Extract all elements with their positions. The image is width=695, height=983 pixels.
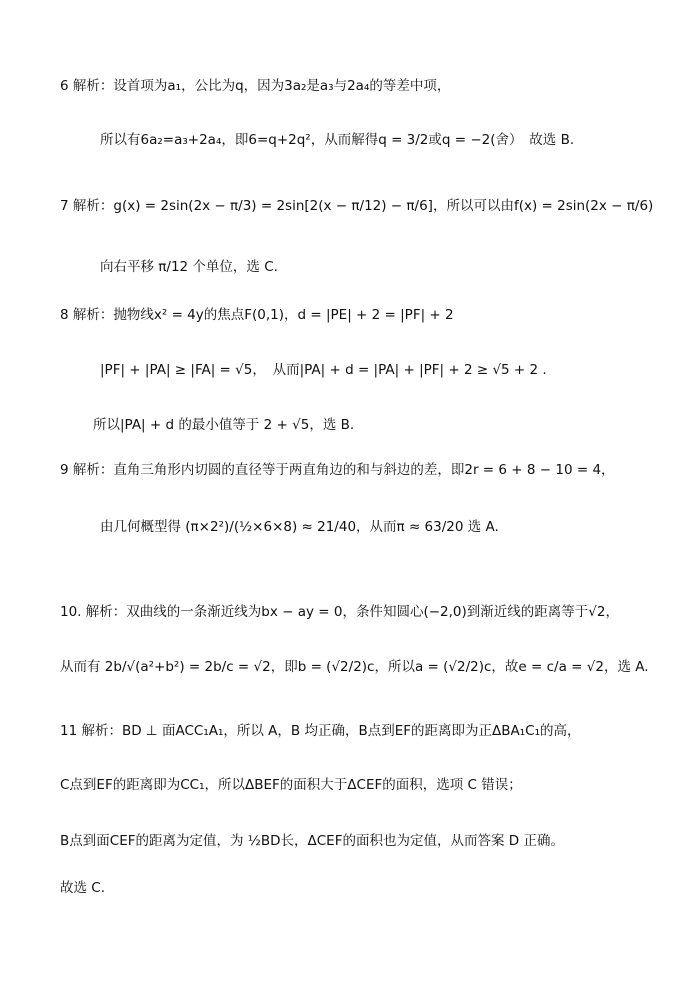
solution-11-line-4: 故选 C. bbox=[60, 880, 106, 896]
solution-9-line-1: 9 解析：直角三角形内切圆的直径等于两直角边的和与斜边的差，即2r = 6 + 8 − 10 = 4， bbox=[60, 462, 615, 478]
solution-7-line-1: 7 解析：g(x) = 2sin(2x − π/3) = 2sin[2(x − π/12) − π/6]，所以可以由f(x) = 2sin(2x − π/6) bbox=[60, 198, 654, 214]
solution-8-line-1: 8 解析：抛物线x² = 4y的焦点F(0,1)，d = |PE| + 2 = |PF| + 2 bbox=[60, 307, 454, 323]
solution-10-line-1: 10. 解析：双曲线的一条渐近线为bx − ay = 0，条件知圆心(−2,0)到渐近线的距离等于√2， bbox=[60, 604, 619, 620]
solution-10-line-2: 从而有 2b/√(a²+b²) = 2b/c = √2，即b = (√2/2)c，所以a = (√2/2)c，故e = c/a = √2，选 A. bbox=[60, 659, 649, 675]
solution-11-line-2: C点到EF的距离即为CC₁，所以ΔBEF的面积大于ΔCEF的面积，选项 C 错误； bbox=[60, 777, 522, 793]
solution-11-line-3: B点到面CEF的距离为定值，为 ½BD长，ΔCEF的面积也为定值，从而答案 D 正确。 bbox=[60, 833, 564, 849]
solution-9-line-2: 由几何概型得 (π×2²)/(½×6×8) ≈ 21/40，从而π ≈ 63/20 选 A. bbox=[100, 519, 499, 535]
solution-6-line-2: 所以有6a₂=a₃+2a₄，即6=q+2q²，从而解得q = 3/2或q = −2(舍） 故选 B. bbox=[100, 132, 575, 148]
solution-8-line-2: |PF| + |PA| ≥ |FA| = √5， 从而|PA| + d = |PA| + |PF| + 2 ≥ √5 + 2 . bbox=[100, 362, 547, 378]
solution-8-line-3: 所以|PA| + d 的最小值等于 2 + √5，选 B. bbox=[93, 417, 355, 433]
solution-6-line-1: 6 解析：设首项为a₁，公比为q，因为3a₂是a₃与2a₄的等差中项， bbox=[60, 78, 451, 94]
solution-11-line-1: 11 解析：BD ⊥ 面ACC₁A₁，所以 A，B 均正确，B点到EF的距离即为正ΔBA₁C₁的高， bbox=[60, 723, 581, 739]
solution-7-line-2: 向右平移 π/12 个单位，选 C. bbox=[100, 259, 278, 275]
